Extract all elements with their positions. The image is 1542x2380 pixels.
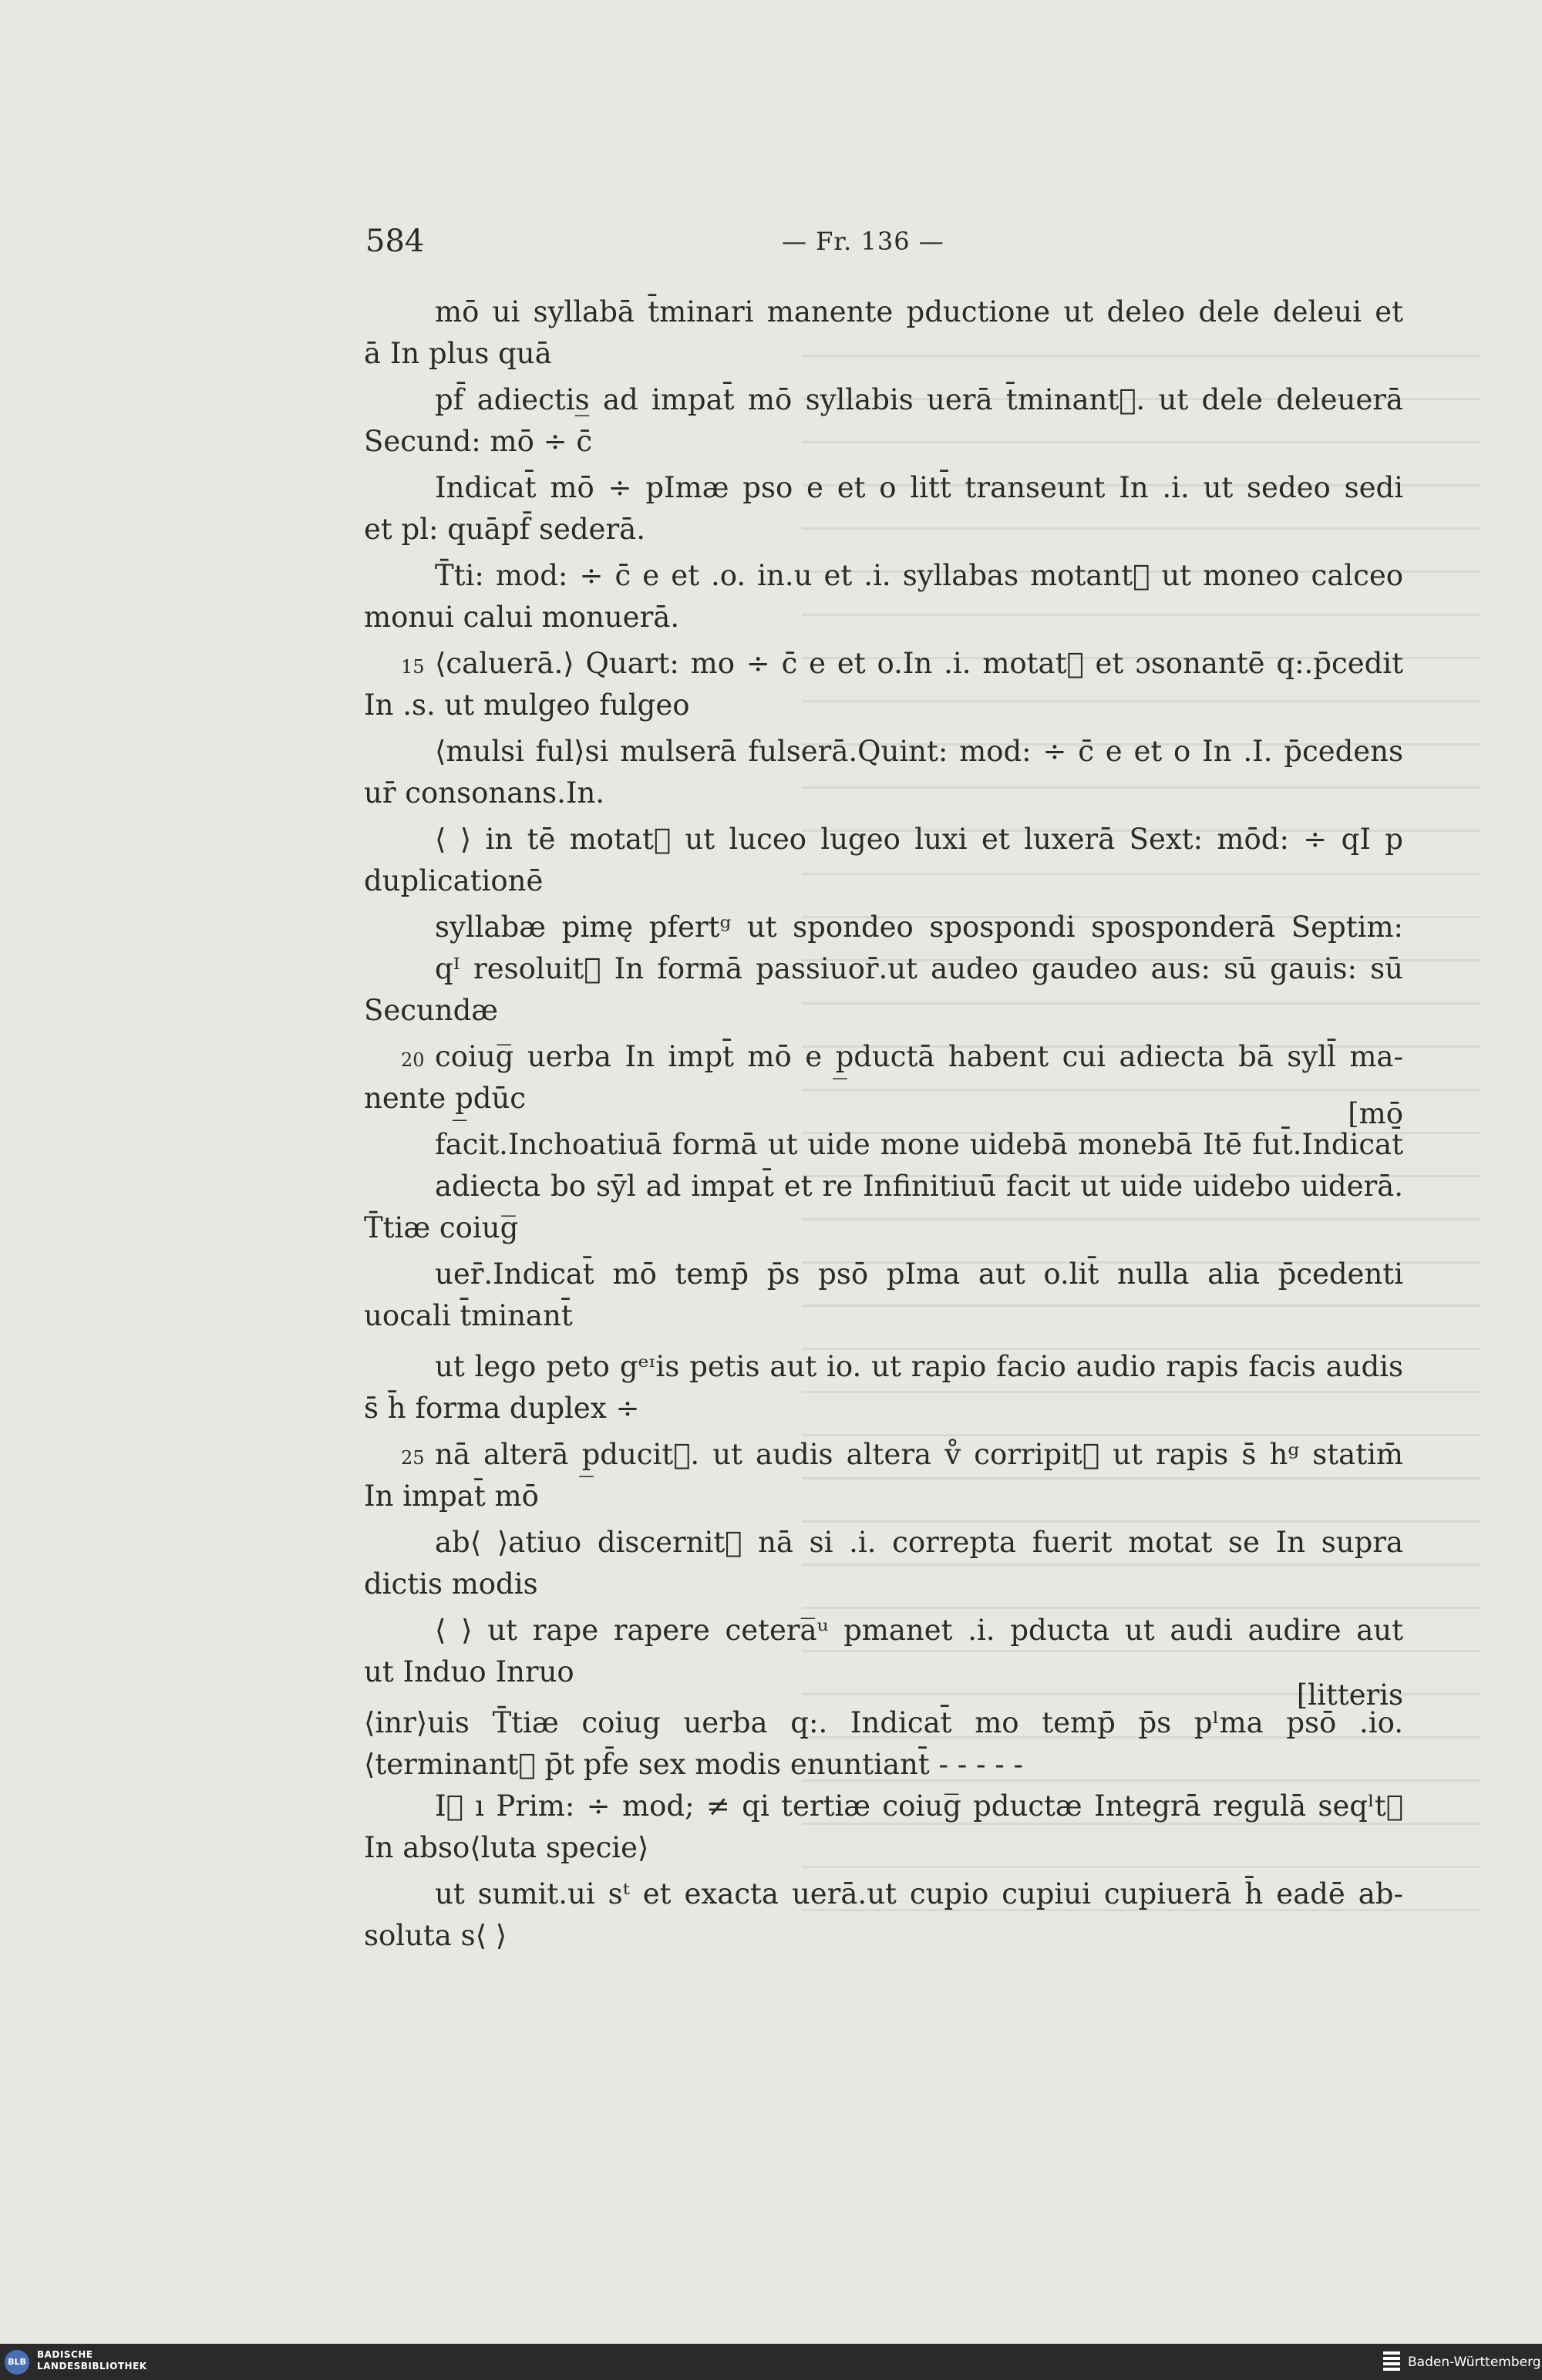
text-line: Indicat̄ mō ÷ pImæ p̲so e et o litt̄ transeunt In .i. ut sedeo sedi	[435, 471, 1403, 504]
text-line: ⟨ ⟩ ut rape rapere cetera̅ᵘ p̲manet .i. p̲ducta ut audi audire aut	[435, 1614, 1403, 1647]
viewer-footer-bar	[0, 2344, 1542, 2380]
library-name-line2: LANDESBIBLIOTHEK	[37, 2361, 147, 2372]
text-line: ut lego peto gᵉᶦis petis aut io. ut rapio facio audio rapis facis audis	[435, 1350, 1403, 1383]
numbered-line	[364, 1434, 1403, 1476]
text-line: In .s. ut mulgeo fulgeo	[364, 688, 690, 722]
line-number: 25	[401, 1447, 425, 1469]
margin-note: [litteris	[1296, 1678, 1403, 1712]
state-emblem-icon	[1383, 2351, 1400, 2372]
text-line: ut sumit.ui sᵗ et exacta uerā.ut cupio cupiui cupiuerā h̄ eadē ab-	[435, 1877, 1403, 1910]
text-line: Secundæ	[364, 994, 499, 1027]
text-line: uocali t̄minant̄	[364, 1299, 573, 1332]
text-line: ur̄ consonans.In.	[364, 776, 605, 810]
text-line: T̄ti: mod: ÷ c̄ e et .o. in.u et .i. syllabas motantᷣ ut moneo calceo	[435, 559, 1403, 592]
text-line: soluta s⟨ ⟩	[364, 1919, 507, 1952]
text-line: dictis modis	[364, 1567, 538, 1601]
text-line: pf̄ adiectis̲ ad impat̄ mō syllabis uerā t̄minantᷣ. ut dele deleuerā	[435, 383, 1403, 416]
text-line: uer̄.Indicat̄ mō temp̄ p̄s p̲sō pIma aut o.lit̄ nulla alia p̄cedenti	[435, 1257, 1403, 1291]
text-line	[364, 1078, 1403, 1130]
text-segment: nente p̲dūc	[364, 1082, 527, 1115]
text-segment: ut Induo Inruo	[364, 1655, 574, 1688]
text-line: ⟨ ⟩ in tē motatᷣ ut luceo lugeo luxi et luxerā Sext: mōd: ÷ qI p̲	[435, 823, 1403, 856]
text-line: et pl: quāpf̄ sederā.	[364, 513, 645, 546]
text-line: duplicationē	[364, 864, 544, 897]
text-line: adiecta bo sȳl ad impat̄ et re Infinitiuū facit ut uide uidebo uiderā.	[435, 1170, 1403, 1203]
line-number: 20	[401, 1049, 425, 1071]
text-line: monui calui monuerā.	[364, 601, 680, 634]
text-line: ⟨terminantᷣ p̄t pf̄e sex modis enuntiant̄ - - - - -	[364, 1748, 1024, 1781]
text-body	[364, 291, 1403, 1957]
library-name	[37, 2349, 147, 2372]
text-line: In impat̄ mō	[364, 1480, 539, 1513]
text-line: T̄tiæ coiug̅	[364, 1211, 519, 1244]
numbered-line	[364, 1036, 1403, 1078]
text-line: s̄ h̄ forma duplex ÷	[364, 1392, 640, 1425]
page-header	[365, 224, 1403, 267]
numbered-line	[364, 643, 1403, 685]
library-name-line1: BADISCHE	[37, 2349, 93, 2360]
text-line: facit.Inchoatiuā formā ut uide mone uidebā monebā Itē fut̄.Indicat̄	[435, 1128, 1403, 1161]
state-name: Baden-Württemberg	[1408, 2355, 1541, 2370]
text-line: mō ui syllabā t̄minari manente p̲ductione ut deleo dele deleui et	[435, 295, 1403, 328]
text-line: Secund: mō ÷ c̄	[364, 425, 593, 458]
text-line: In abso⟨luta specie⟩	[364, 1831, 649, 1864]
text-line	[364, 1651, 1403, 1712]
text-line: syllabæ pimę p̲fertᵍ ut spondeo spospondi sposponderā Septim:	[435, 911, 1403, 944]
line-number: 15	[401, 656, 425, 678]
text-line: Iᷣ ı Prim: ÷ mod; ≠ qi tertiæ coiug̅ p̲ductæ Integrā regulā seqˡtᷣ	[435, 1789, 1403, 1823]
text-line: ⟨inr⟩uis T̄tiæ coiug uerba q:. Indicat̄ mo temp̄ p̄s pˡma psō .io.	[364, 1706, 1403, 1739]
text-line: coiug̅ uerba In impt̄ mō e p̲ductā habent cui adiecta bā syll̄ ma-	[435, 1040, 1403, 1073]
text-line: ⟨mulsi ful⟩si mulserā fulserā.Quint: mod: ÷ c̄ e et o In .I. p̄cedens	[435, 735, 1403, 768]
margin-note: [mō	[1348, 1097, 1403, 1130]
running-title: — Fr. 136 —	[782, 227, 944, 256]
text-line: ab⟨ ⟩atiuo discernitᷣ nā si .i. correpta fuerit motat se In supra	[435, 1526, 1403, 1559]
text-line: nā alterā p̲ducitᷣ. ut audis altera v̊ corripitᷣ ut rapis s̄ hᵍ statim̄	[435, 1438, 1403, 1471]
library-logo-icon: BLB	[5, 2350, 29, 2375]
page-number: 584	[365, 224, 425, 259]
text-line: qᴵ resoluitᷣ In formā passiuor̄.ut audeo gaudeo aus: sū gauis: sū	[435, 952, 1403, 985]
text-line: ā In plus quā	[364, 337, 552, 370]
text-line: ⟨caluerā.⟩ Quart: mo ÷ c̄ e et o.In .i. motatᷣ et ɔsonantē q:.p̄cedit	[435, 647, 1403, 680]
